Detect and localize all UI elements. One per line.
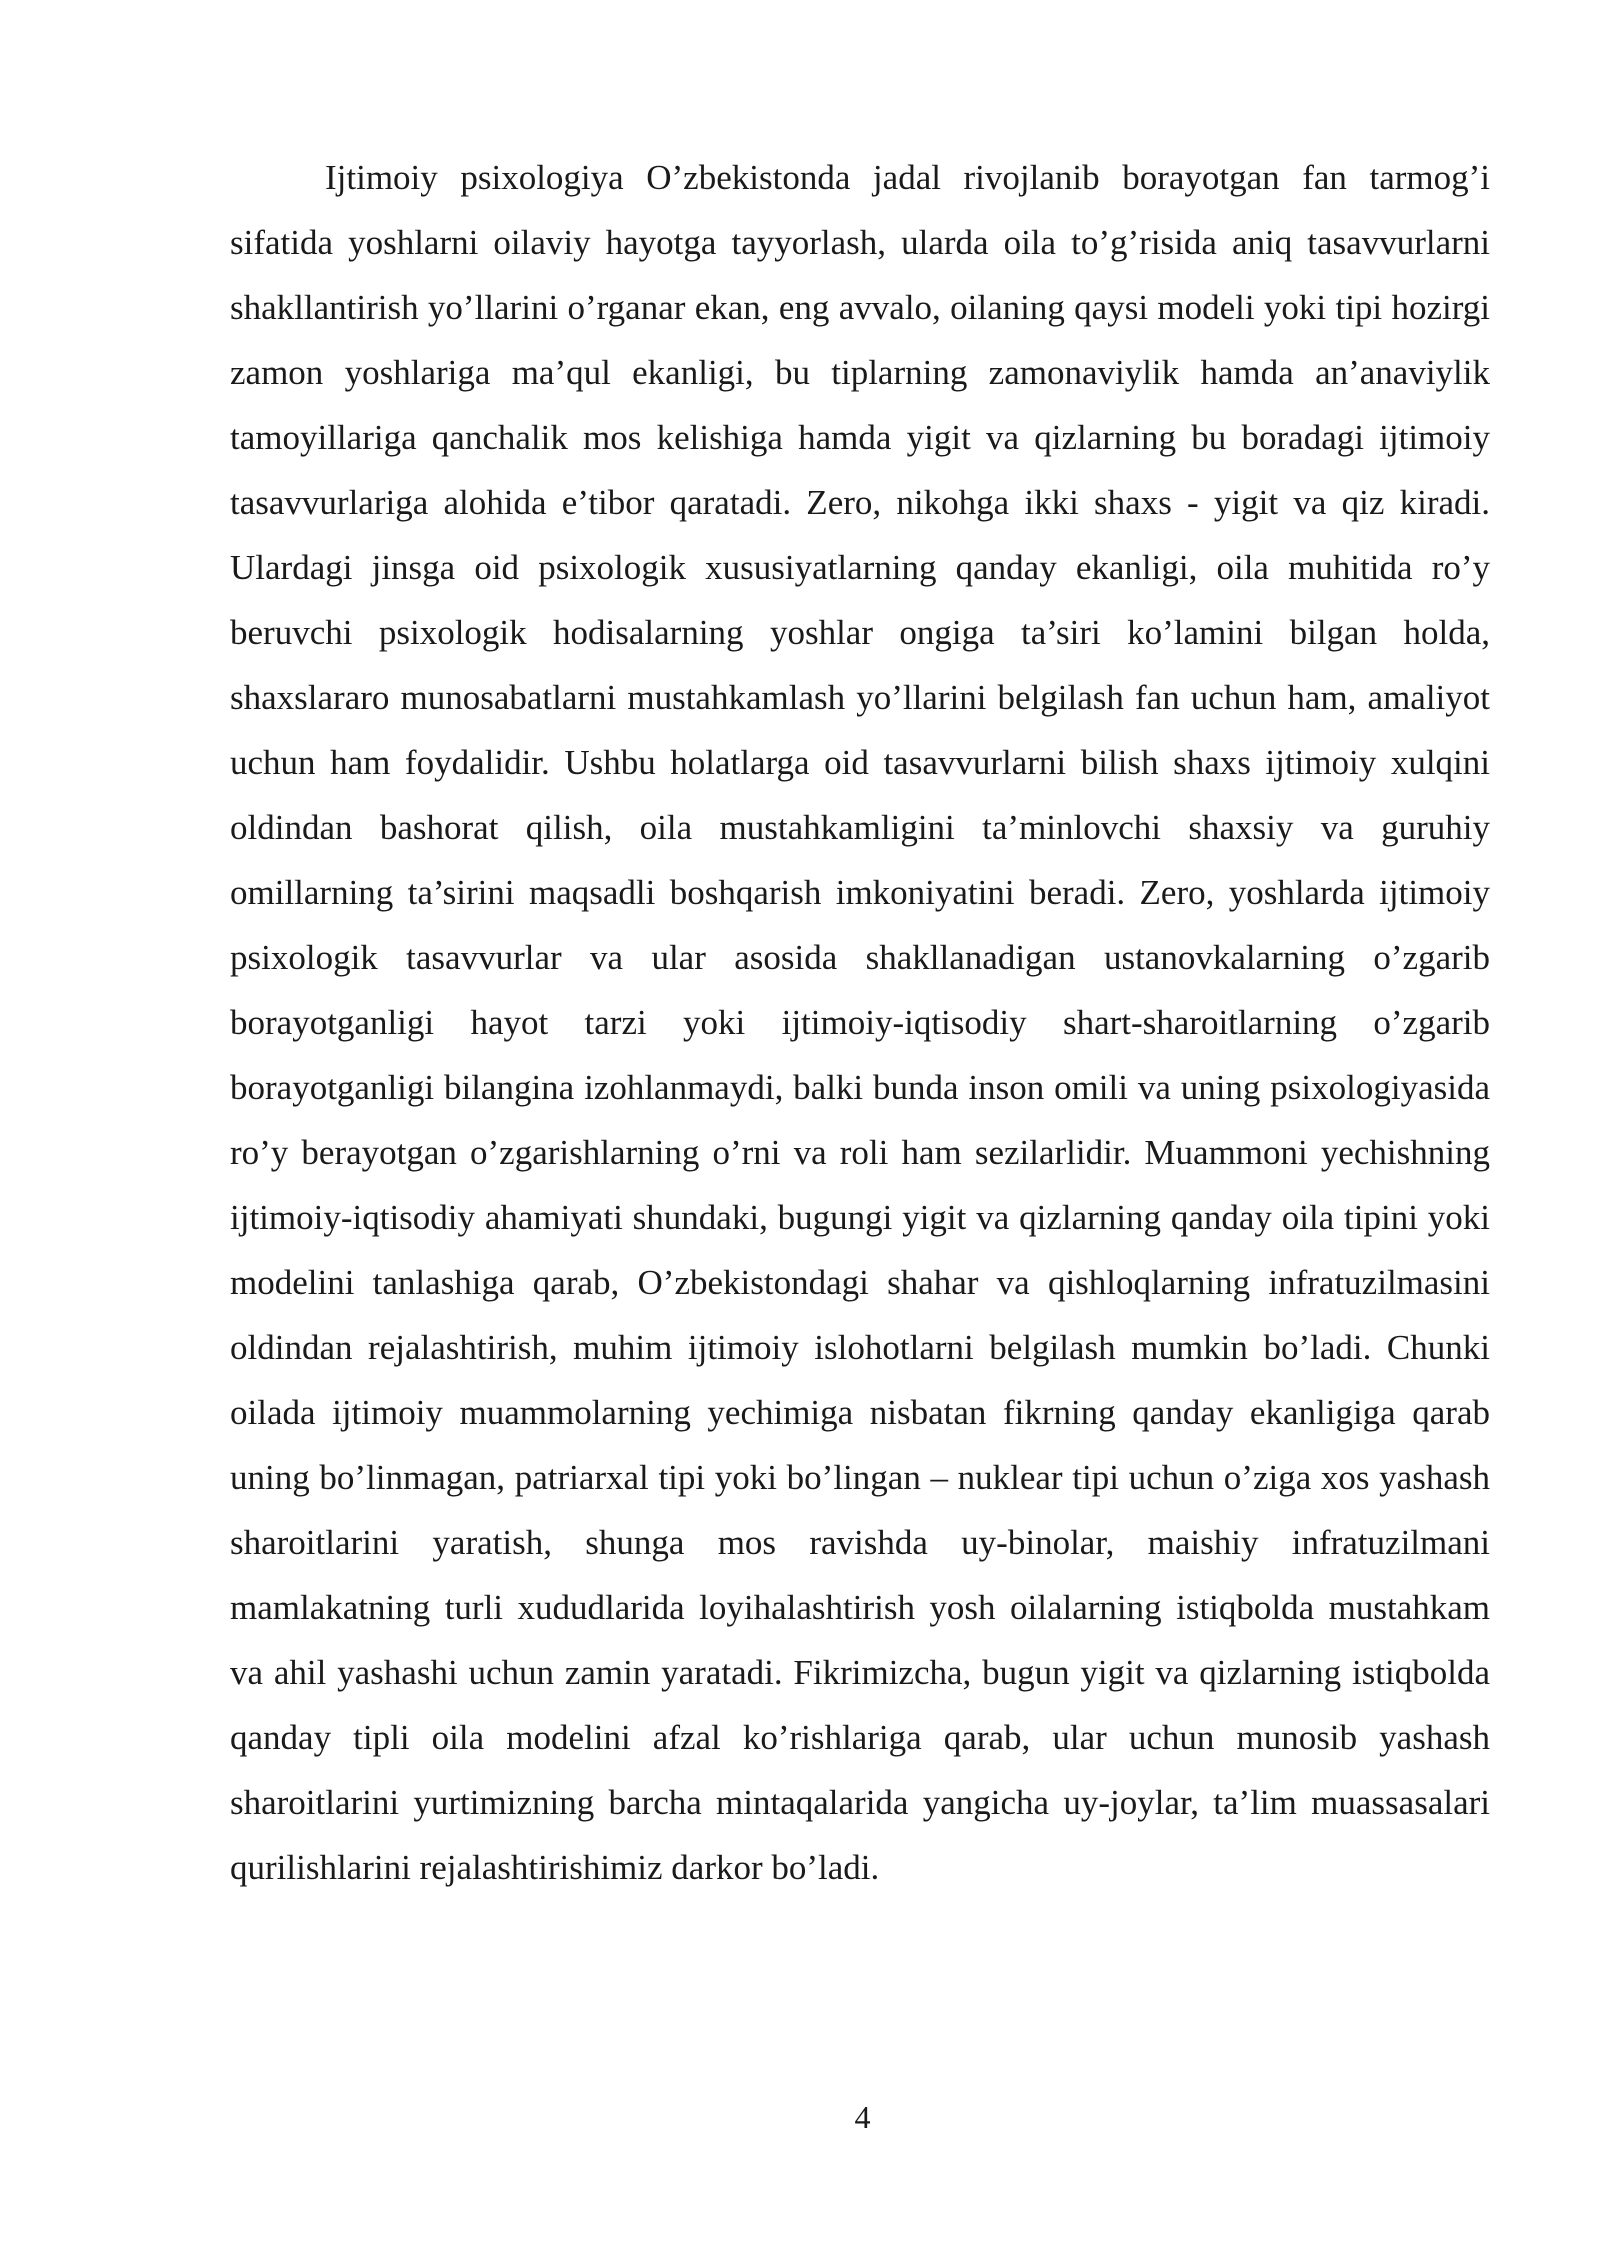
body-paragraph: Ijtimoiy psixologiya O’zbekistonda jadal rivojlanib borayotgan fan tarmog’i sifatida yoshlarni oilaviy hayotga tayyorlash, ularda oila to’g’risida aniq tasavvurlarni shakllantirish yo’llarini o’rganar ekan, eng avvalo, oilaning qaysi modeli yoki tipi hozirgi zamon yoshlariga ma’qul ekanligi, bu tiplarning zamonaviylik hamda an’anaviylik tamoyillariga qanchalik mos kelishiga hamda yigit va qizlarning bu boradagi ijtimoiy tasavvurlariga alohida e’tibor qaratadi. Zero, nikohga ikki shaxs - yigit va qiz kiradi. Ulardagi jinsga oid psixologik xususiyatlarning qanday ekanligi, oila muhitida ro’y beruvchi psixologik hodisalarning yoshlar ongiga ta’siri ko’lamini bilgan holda, shaxslararo munosabatlarni mustahkamlash yo’llarini belgilash fan uchun ham, amaliyot uchun ham foydalidir. Ushbu holatlarga oid tasavvurlarni bilish shaxs ijtimoiy xulqini oldindan bashorat qilish, oila mustahkamligini ta’minlovchi shaxsiy va guruhiy omillarning ta’sirini maqsadli boshqarish imkoniyatini beradi. Zero, yoshlarda ijtimoiy psixologik tasavvurlar va ular asosida shakllanadigan ustanovkalarning o’zgarib borayotganligi hayot tarzi yoki ijtimoiy-iqtisodiy shart-sharoitlarning o’zgarib borayotganligi bilangina izohlanmaydi, balki bunda inson omili va uning psixologiyasida ro’y berayotgan o’zgarishlarning o’rni va roli ham sezilarlidir. Muammoni yechishning ijtimoiy-iqtisodiy ahamiyati shundaki, bugungi yigit va qizlarning qanday oila tipini yoki modelini tanlashiga qarab, O’zbekistondagi shahar va qishloqlarning infratuzilmasini oldindan rejalashtirish, muhim ijtimoiy islohotlarni belgilash mumkin bo’ladi. Chunki oilada ijtimoiy muammolarning yechimiga nisbatan fikrning qanday ekanligiga qarab uning bo’linmagan, patriarxal tipi yoki bo’lingan – nuklear tipi uchun o’ziga xos yashash sharoitlarini yaratish, shunga mos ravishda uy-binolar, maishiy infratuzilmani mamlakatning turli xududlarida loyihalashtirish yosh oilalarning istiqbolda mustahkam va ahil yashashi uchun zamin yaratadi. Fikrimizcha, bugun yigit va qizlarning istiqbolda qanday tipli oila modelini afzal ko’rishlariga qarab, ular uchun munosib yashash sharoitlarini yurtimizning barcha mintaqalarida yangicha uy-joylar, ta’lim muassasalari qurilishlarini rejalashtirishimiz darkor bo’ladi. — [230, 158, 1490, 1887]
page-number: 4 — [854, 2099, 871, 2135]
